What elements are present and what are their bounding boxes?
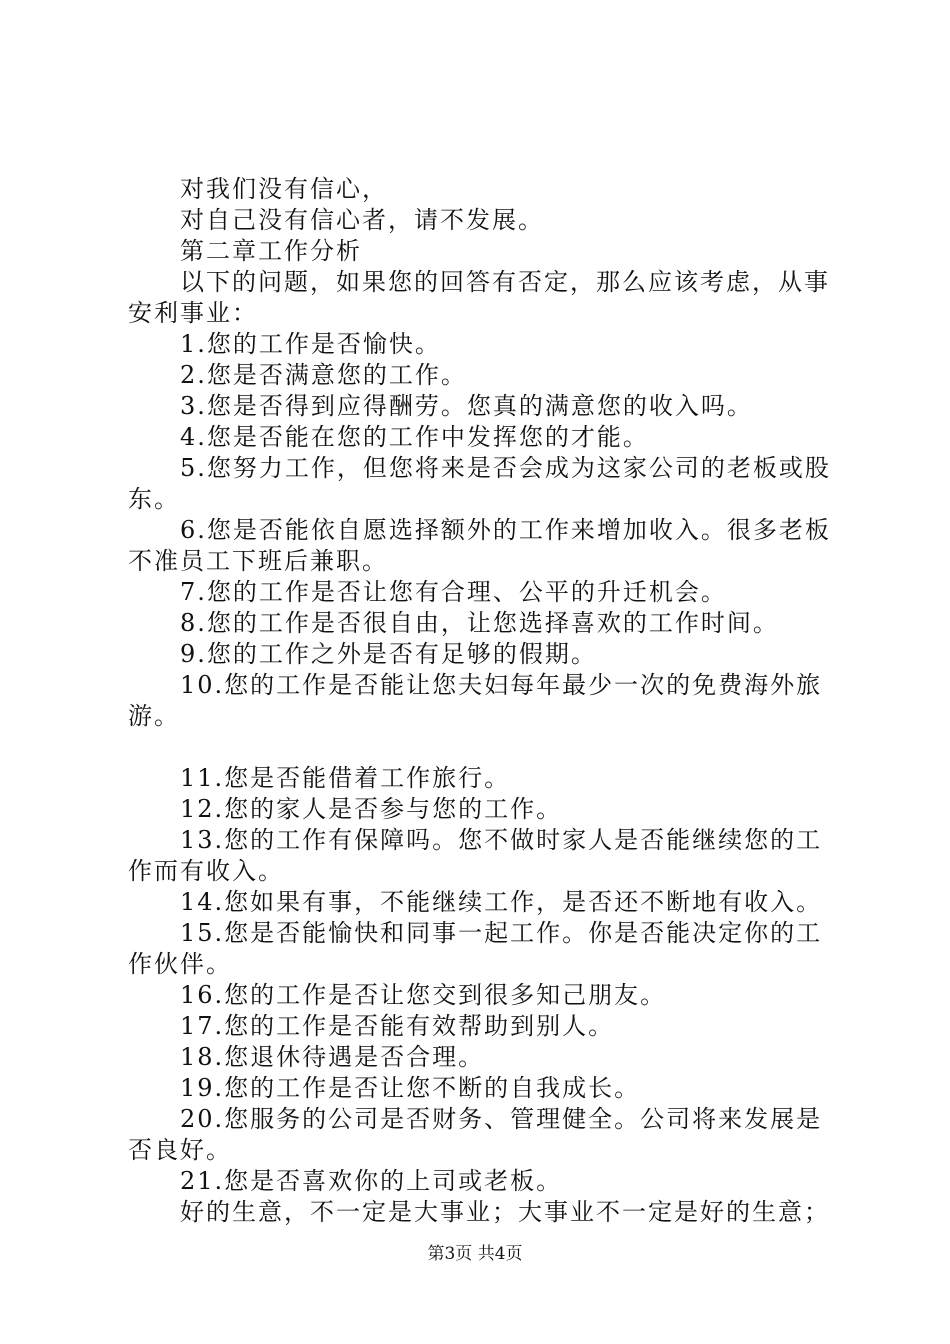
question-18: 18.您退休待遇是否合理。 <box>180 1043 485 1071</box>
question-3: 3.您是否得到应得酬劳。您真的满意您的收入吗。 <box>180 392 753 420</box>
question-19: 19.您的工作是否让您不断的自我成长。 <box>180 1074 641 1102</box>
question-14: 14.您如果有事，不能继续工作，是否还不断地有收入。 <box>180 888 823 916</box>
document-body <box>128 174 838 1228</box>
question-13: 13.您的工作有保障吗。您不做时家人是否能继续您的工作而有收入。 <box>128 826 823 885</box>
paragraph-2: 对自己没有信心者，请不发展。 <box>180 206 544 234</box>
question-9: 9.您的工作之外是否有足够的假期。 <box>180 640 597 668</box>
question-17: 17.您的工作是否能有效帮助到别人。 <box>180 1012 615 1040</box>
question-6: 6.您是否能依自愿选择额外的工作来增加收入。很多老板不准员工下班后兼职。 <box>128 516 831 575</box>
question-21: 21.您是否喜欢你的上司或老板。 <box>180 1167 563 1195</box>
question-12: 12.您的家人是否参与您的工作。 <box>180 795 563 823</box>
question-11: 11.您是否能借着工作旅行。 <box>180 764 511 792</box>
page-footer <box>0 1244 950 1264</box>
question-2: 2.您是否满意您的工作。 <box>180 361 467 389</box>
intro-paragraph: 以下的问题，如果您的回答有否定，那么应该考虑，从事安利事业： <box>128 268 830 327</box>
question-10: 10.您的工作是否能让您夫妇每年最少一次的免费海外旅游。 <box>128 671 823 730</box>
question-15: 15.您是否能愉快和同事一起工作。你是否能决定你的工作伙伴。 <box>128 919 823 978</box>
question-7: 7.您的工作是否让您有合理、公平的升迁机会。 <box>180 578 727 606</box>
question-5: 5.您努力工作，但您将来是否会成为这家公司的老板或股东。 <box>128 454 831 513</box>
closing-paragraph: 好的生意，不一定是大事业；大事业不一定是好的生意； <box>180 1198 830 1226</box>
chapter-heading: 第二章工作分析 <box>180 237 362 265</box>
question-16: 16.您的工作是否让您交到很多知己朋友。 <box>180 981 667 1009</box>
page-number-label: 第3页 共4页 <box>427 1244 523 1264</box>
question-1: 1.您的工作是否愉快。 <box>180 330 441 358</box>
question-20: 20.您服务的公司是否财务、管理健全。公司将来发展是否良好。 <box>128 1105 823 1164</box>
question-4: 4.您是否能在您的工作中发挥您的才能。 <box>180 423 649 451</box>
paragraph-1: 对我们没有信心， <box>180 175 388 203</box>
question-8: 8.您的工作是否很自由，让您选择喜欢的工作时间。 <box>180 609 779 637</box>
